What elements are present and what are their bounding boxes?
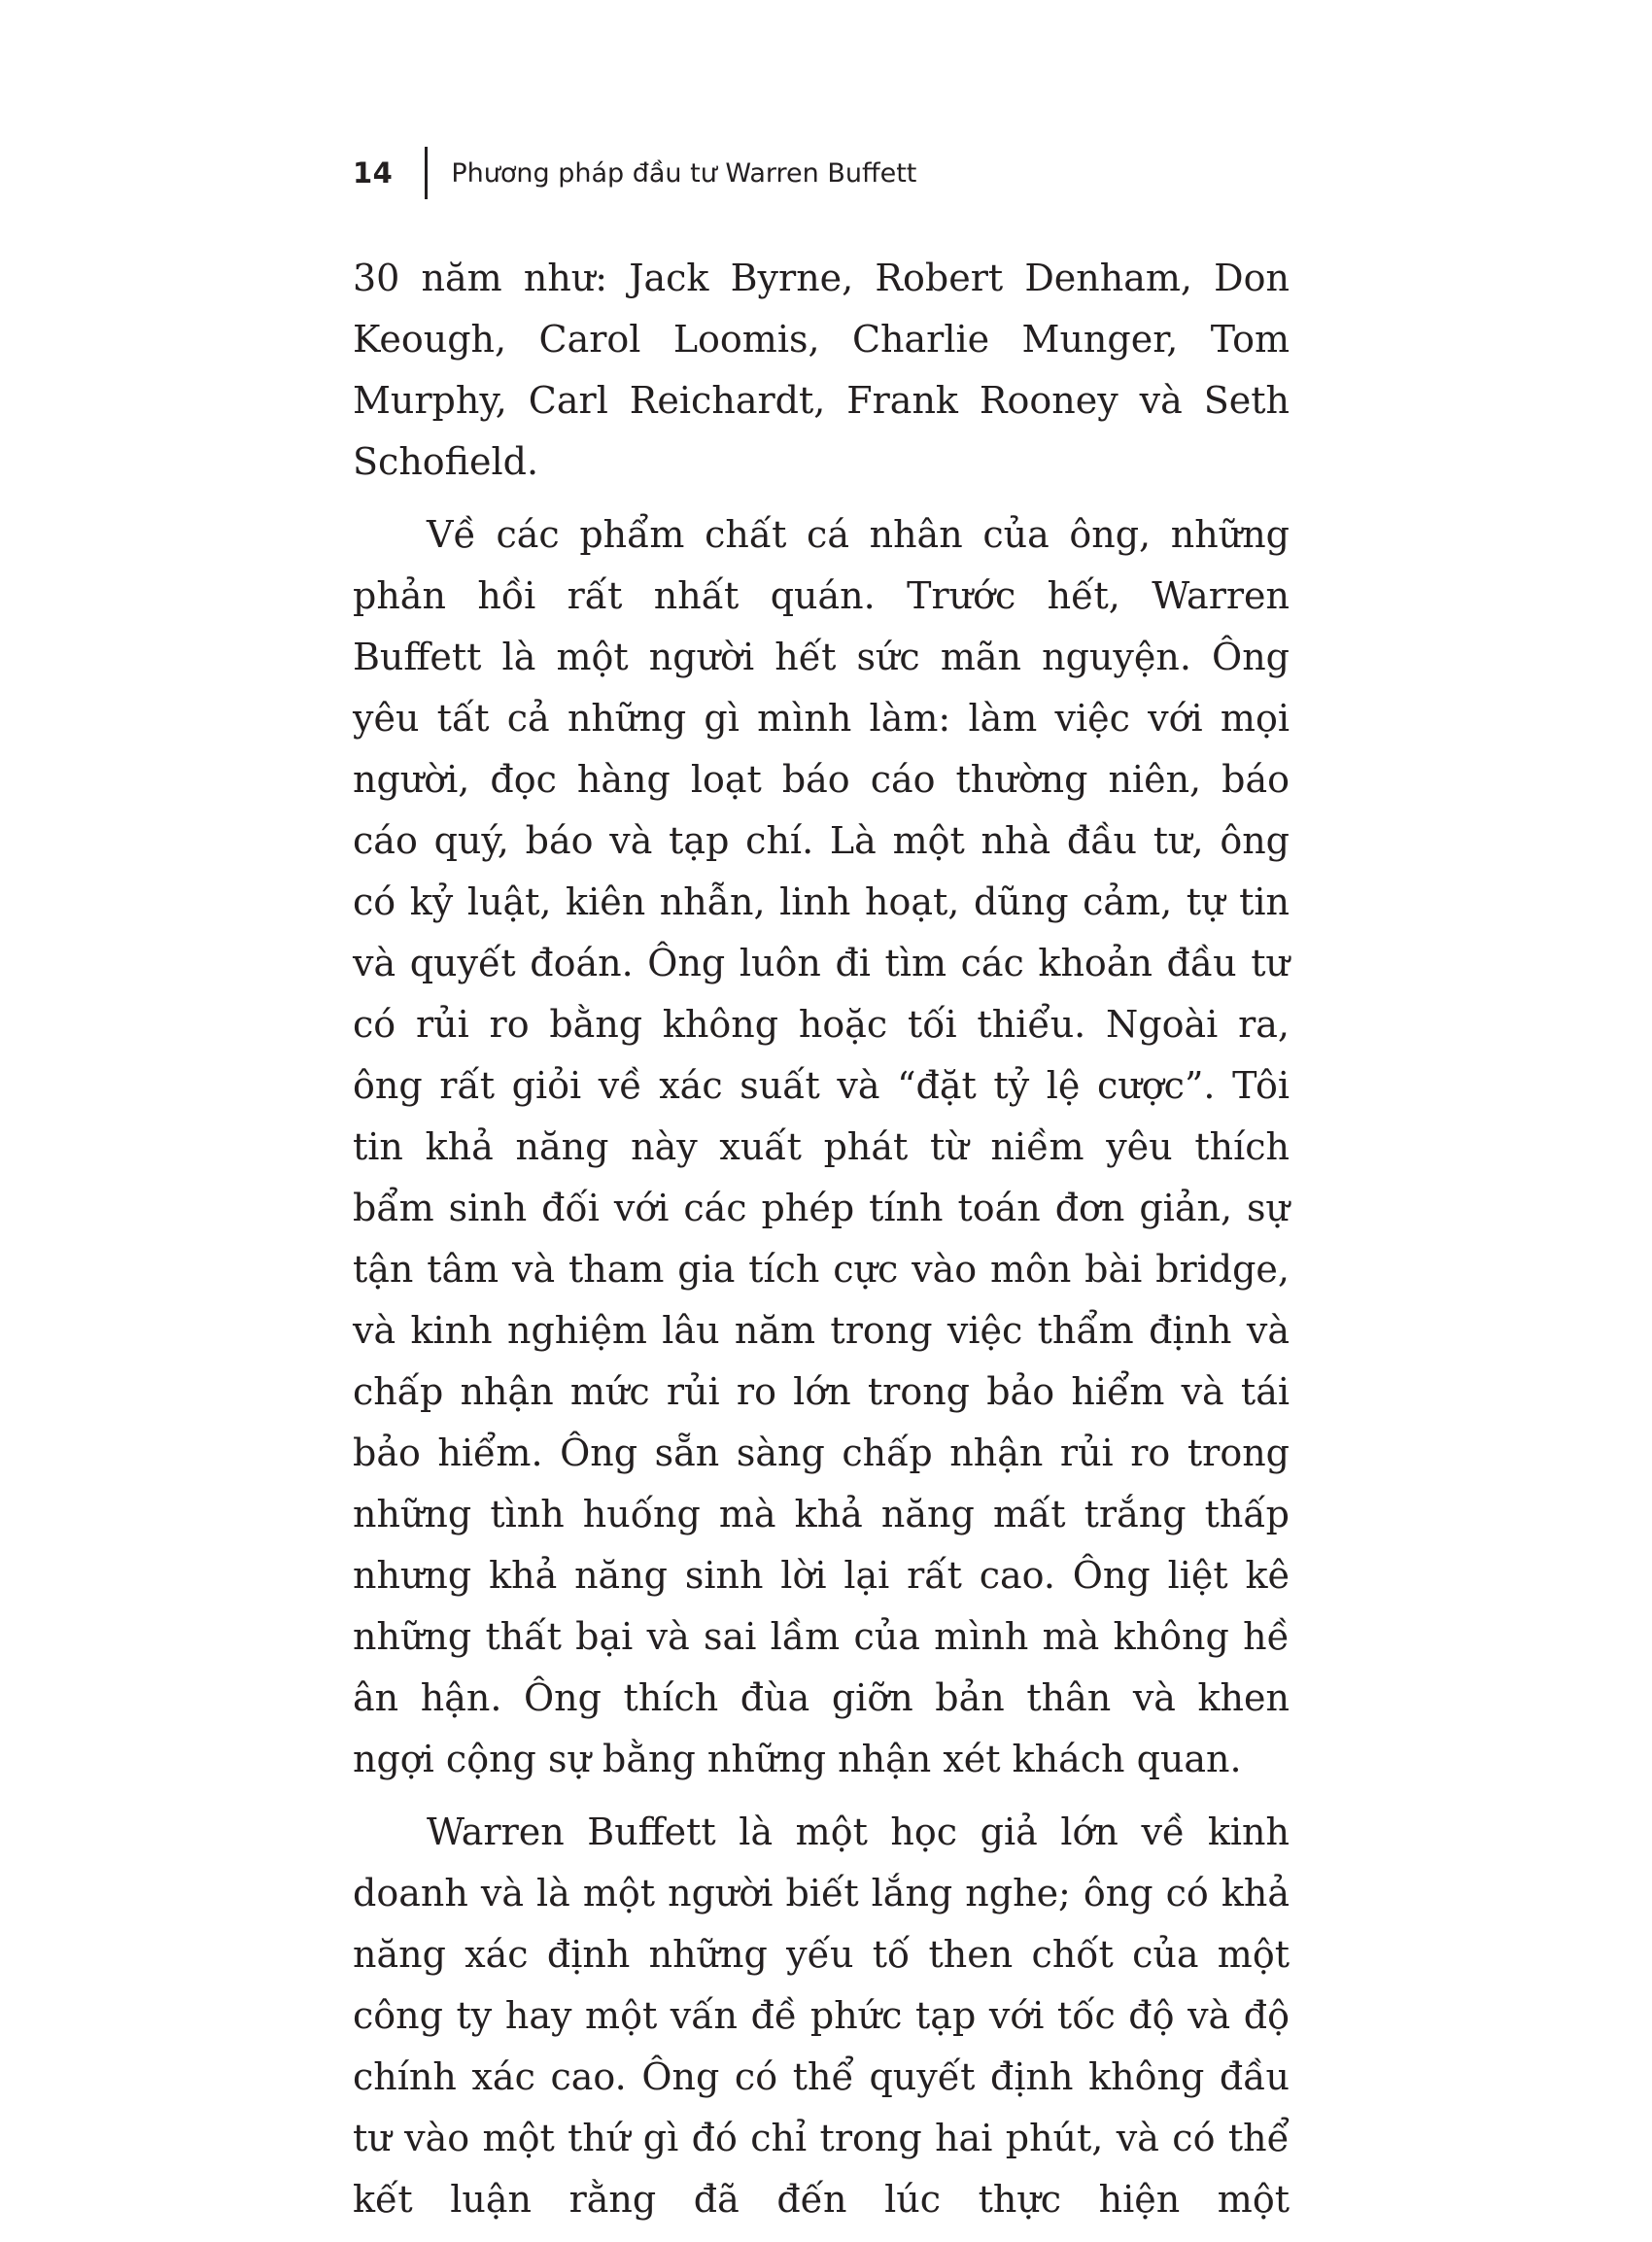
book-title: Phương pháp đầu tư Warren Buffett [451,157,917,189]
paragraph-personal-qualities: Về các phẩm chất cá nhân của ông, những phản hồi rất nhất quán. Trước hết, Warren Buffett là một người hết sức mãn nguyện. Ông yêu tất cả những gì mình làm: làm việc với mọi người, đọc hàng loạt báo cáo thường niên, báo cáo quý, báo và tạp chí. Là một nhà đầu tư, ông có kỷ luật, kiên nhẫn, linh hoạt, dũng cảm, tự tin và quyết đoán. Ông luôn đi tìm các khoản đầu tư có rủi ro bằng không hoặc tối thiểu. Ngoài ra, ông rất giỏi về xác suất và “đặt tỷ lệ cược”. Tôi tin khả năng này xuất phát từ niềm yêu thích bẩm sinh đối với các phép tính toán đơn giản, sự tận tâm và tham gia tích cực vào môn bài bridge, và kinh nghiệm lâu năm trong việc thẩm định và chấp nhận mức rủi ro lớn trong bảo hiểm và tái bảo hiểm. Ông sẵn sàng chấp nhận rủi ro trong những tình huống mà khả năng mất trắng thấp nhưng khả năng sinh lời lại rất cao. Ông liệt kê những thất bại và sai lầm của mình mà không hề ân hận. Ông thích đùa giỡn bản thân và khen ngợi cộng sự bằng những nhận xét khách quan. [353,513,1290,1780]
page-number: 14 [353,156,394,190]
paragraph-continued: 30 năm như: Jack Byrne, Robert Denham, Don Keough, Carol Loomis, Charlie Munger, Tom Murphy, Carl Reichardt, Frank Rooney và Seth Schofield. [353,257,1290,483]
header-divider [425,147,428,199]
body-text [353,248,1290,2242]
paragraph-business-scholar: Warren Buffett là một học giả lớn về kinh doanh và là một người biết lắng nghe; ông có khả năng xác định những yếu tố then chốt của một công ty hay một vấn đề phức tạp với tốc độ và độ chính xác cao. Ông có thể quyết định không đầu tư vào một thứ gì đó chỉ trong hai phút, và có thể kết luận rằng đã đến lúc thực hiện một [353,1811,1290,2221]
running-header [353,144,916,202]
